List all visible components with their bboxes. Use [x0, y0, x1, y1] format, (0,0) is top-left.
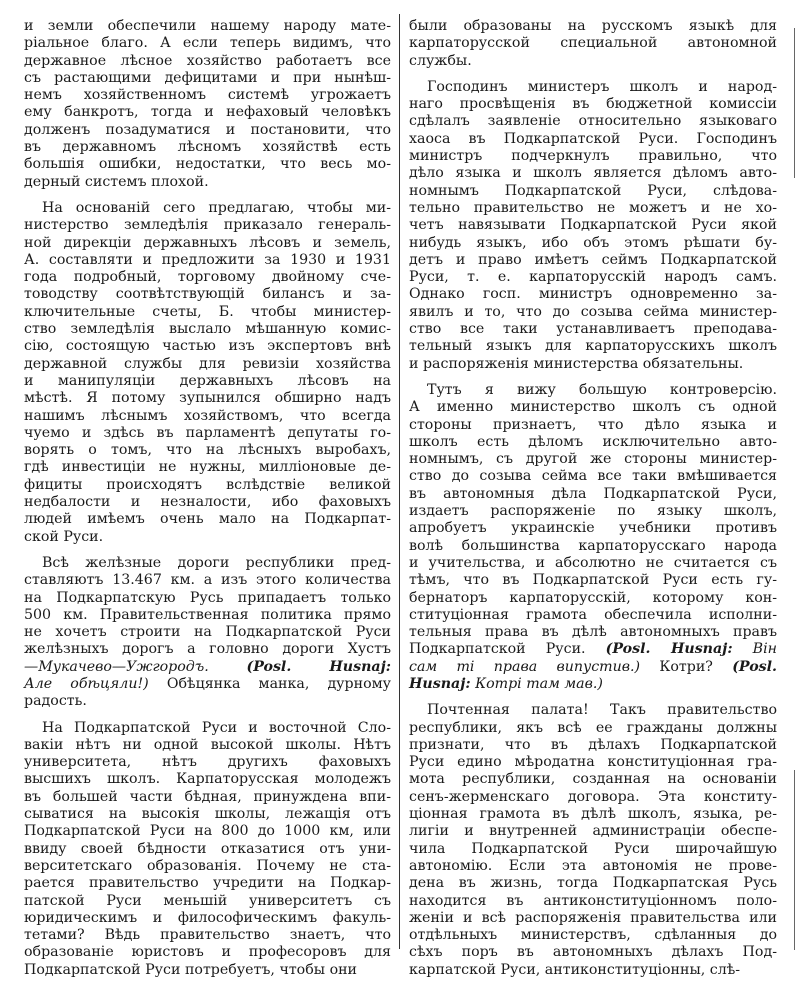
text-line	[409, 875, 777, 892]
text-line	[24, 841, 391, 858]
line-text: сдѣлалъ заявленіе относительно языковаго	[409, 113, 777, 130]
line-text: мѣстѣ. Я потому зупынился обширно надъ	[24, 390, 391, 407]
text-line	[409, 183, 777, 200]
line-text: мота республики, созданная на основаніи	[409, 771, 777, 788]
line-text: Почтенная палата! Такъ правительство	[427, 702, 777, 719]
text-line	[24, 789, 391, 806]
line-text: тѣмъ, что въ Подкарпатской Руси есть гу-	[409, 572, 777, 589]
text-line	[409, 217, 777, 234]
text-line	[24, 806, 391, 823]
text-line	[409, 269, 777, 286]
line-text: ему банкротъ, тогда и нефаховый человѣкъ	[24, 104, 391, 121]
paragraph	[409, 79, 777, 373]
text-line	[409, 927, 777, 944]
line-text: карпаторусской специальной автономной	[409, 35, 777, 52]
line-text: ріальное благо. А если теперь видимъ, что	[24, 35, 391, 52]
text-line	[24, 252, 391, 269]
interjection-text: (Posl. Husnaj:	[246, 658, 391, 675]
line-text: детъ и право имѣетъ сеймъ Подкарпатской	[409, 251, 777, 268]
text-line	[409, 555, 777, 572]
text-line	[409, 676, 777, 693]
text-line	[24, 720, 391, 737]
line-text: державной службы для ревизіи хозяйства	[24, 355, 391, 372]
line-text: нистерство земледѣлія приказало генераль-	[24, 217, 391, 234]
interjection-text: Husnaj:	[409, 675, 471, 692]
text-line	[24, 477, 391, 494]
line-text: издаетъ распоряженіе по языку школъ,	[409, 503, 777, 520]
interjection-text: (Posl.	[732, 658, 777, 675]
text-line	[24, 390, 391, 407]
page-edge-mark	[794, 770, 795, 950]
line-text: апробуетъ украинскіе учебники противъ	[409, 520, 777, 537]
line-text: отдѣльныхъ министерствъ, сдѣланныя до	[409, 927, 777, 944]
interjection-text: (Posl. Husnaj:	[605, 641, 733, 658]
text-line	[24, 693, 391, 710]
line-text: четъ навязывати Подкарпатской Руси якой	[409, 217, 777, 234]
text-line	[409, 382, 777, 399]
page-edge-mark	[794, 28, 795, 178]
text-line	[409, 165, 777, 182]
line-text: хаоса въ Подкарпатской Руси. Господинъ	[409, 130, 777, 147]
line-text: министръ подчеркнулъ правильно, что	[409, 148, 777, 165]
text-line	[409, 304, 777, 321]
interjection-text: сам ті права випустив.)	[409, 658, 641, 675]
line-text: образованіе юристовъ и професоровъ для	[24, 944, 391, 961]
text-line	[409, 624, 777, 641]
line-text: немъ хозяйственномъ системѣ угрожаетъ	[24, 87, 391, 104]
line-text: юридическимъ и философическимъ факуль-	[24, 909, 391, 926]
line-text: А именно министерство школъ съ одной	[409, 399, 777, 416]
text-line	[24, 174, 391, 191]
line-text: ституціонная грамота обеспечила исполни-	[409, 606, 777, 623]
text-line	[24, 607, 391, 624]
text-line	[409, 148, 777, 165]
line-text: находится въ антиконституціонномъ поло-	[409, 892, 777, 909]
text-line	[409, 771, 777, 788]
line-text: сію, состоящую частью изъ экспертовъ внѣ	[24, 338, 391, 355]
line-text: гдѣ инвестиціи не нужны, милліоновые де-	[24, 459, 391, 476]
text-line	[24, 754, 391, 771]
line-text: Котри?	[640, 658, 733, 675]
line-text: На основаній сего предлагаю, чтобы ми-	[42, 199, 391, 216]
line-text: державное лѣсное хозяйство работаетъ все	[24, 52, 391, 69]
line-text: нибудь языкъ, ибо объ этомъ рѣшати бу-	[409, 234, 777, 251]
line-text: тетами? Вѣдь правительство знаетъ, что	[24, 927, 391, 944]
text-line	[24, 494, 391, 511]
line-text: сыватися на высокія школы, лежащія отъ	[24, 806, 391, 823]
line-text: лигіи и внутренней администраціи обеспе-	[409, 823, 777, 840]
text-line	[409, 252, 777, 269]
text-line	[24, 442, 391, 459]
text-line	[24, 408, 391, 425]
line-text: карпатской Руси, антиконституціонны, слѣ-	[409, 961, 741, 978]
text-line	[24, 269, 391, 286]
text-line	[409, 486, 777, 503]
line-text: бернаторъ карпаторусскій, которому кон-	[409, 589, 777, 606]
line-text: сѣхъ поръ въ автономныхъ дѣлахъ Под-	[409, 944, 777, 961]
line-text: А. составляти и предложити за 1930 и 1931	[24, 251, 391, 268]
line-text: радость.	[24, 693, 87, 710]
line-text: сенъ-жерменскаго договора. Эта конститу-	[409, 788, 777, 805]
text-line	[409, 434, 777, 451]
line-text: Однако госп. министръ одновременно за-	[409, 286, 777, 303]
text-line	[24, 425, 391, 442]
text-line	[409, 806, 777, 823]
text-line	[24, 590, 391, 607]
text-line	[409, 962, 777, 979]
text-line	[409, 53, 777, 70]
line-text: номнымъ, съ другой же стороны министер-	[409, 451, 777, 468]
line-text: товодству соотвѣтствующій билансъ и за-	[24, 286, 391, 303]
line-text: нашимъ лѣснымъ хозяйствомъ, что всегда	[24, 407, 391, 424]
line-text: ство земледѣлія выслало мѣшанную комис-	[24, 321, 391, 338]
line-text: большія ошибки, недостатки, что весь мо-	[24, 156, 391, 173]
text-line	[409, 417, 777, 434]
line-text: ной дирекціи державныхъ лѣсовъ и земель,	[24, 234, 391, 251]
line-text: тельно правительство не можетъ и не хо-	[409, 199, 777, 216]
interjection-text: Але обѣцяли!)	[24, 675, 149, 692]
text-line	[24, 217, 391, 234]
text-line	[409, 338, 777, 355]
paragraph	[409, 702, 777, 979]
text-line	[409, 841, 777, 858]
line-text: ставляютъ 13.467 км. а изъ этого количества	[24, 572, 391, 589]
text-line	[24, 70, 391, 87]
line-text: высшихъ школъ. Карпаторусская молодежъ	[24, 771, 391, 788]
text-line	[409, 520, 777, 537]
line-text: На Подкарпатской Руси и восточной Сло-	[42, 719, 391, 736]
line-text: и земли обеспечили нашему народу мате-	[24, 18, 391, 34]
line-text: были образованы на русскомъ языкѣ для	[409, 18, 777, 34]
text-line	[409, 789, 777, 806]
text-line	[409, 503, 777, 520]
line-text: недбалости и незналости, ибо фаховыхъ	[24, 494, 391, 511]
text-line	[24, 35, 391, 52]
line-text: стороны признаетъ, что дѣло языка и	[409, 416, 777, 433]
line-text: ключительные счеты, Б. чтобы министер-	[24, 303, 391, 320]
text-line	[409, 538, 777, 555]
line-text: Всѣ желѣзные дороги республики пред-	[42, 554, 391, 571]
text-line	[24, 321, 391, 338]
text-line	[409, 18, 777, 35]
right-column	[409, 18, 777, 988]
line-text: наго просвѣщенія въ бюджетной комиссіи	[409, 96, 777, 113]
text-line	[24, 529, 391, 546]
line-text: чила Подкарпатской Руси широчайшую	[409, 840, 777, 857]
text-line	[409, 737, 777, 754]
line-text: верситетскаго образованія. Почему не ста-	[24, 857, 391, 874]
line-text: Обѣцянка манка, дурному	[148, 675, 391, 692]
line-text: признати, что въ дѣлахъ Подкарпатской	[409, 736, 777, 753]
text-line	[24, 286, 391, 303]
paragraph	[24, 555, 391, 711]
line-text: дѣло языка и школъ является дѣломъ авто-	[409, 165, 777, 182]
text-line	[24, 858, 391, 875]
text-line	[24, 624, 391, 641]
line-text: вакіи нѣтъ ни одной высокой школы. Нѣтъ	[24, 736, 391, 753]
text-line	[409, 823, 777, 840]
text-line	[24, 737, 391, 754]
line-text: людей имѣемъ очень мало на Подкарпат-	[24, 511, 391, 528]
line-text: фициты происходятъ вслѣдствіе великой	[24, 476, 391, 493]
line-text: ство до созыва сейма все таки вмѣшивается	[409, 468, 777, 485]
text-line	[409, 858, 777, 875]
text-line	[409, 451, 777, 468]
line-text: волѣ большинства карпаторусскаго народа	[409, 537, 777, 554]
text-line	[409, 286, 777, 303]
line-text: рается правительство учредити на Подкар-	[24, 875, 391, 892]
text-line	[24, 659, 391, 676]
text-line	[409, 659, 777, 676]
line-text: въ автономныя дѣла Подкарпатской Руси,	[409, 485, 777, 502]
text-line	[24, 356, 391, 373]
line-text: и учительства, и абсолютно не считается съ	[409, 554, 777, 571]
text-line	[24, 572, 391, 589]
line-text: и распоряженія министерства обязательны.	[409, 355, 744, 372]
text-line	[24, 156, 391, 173]
line-text: ство все таки устанавливаетъ преподава-	[409, 321, 777, 338]
line-text: тельный языкъ для карпаторусскихъ школъ	[409, 338, 777, 355]
text-line	[409, 399, 777, 416]
line-text: долженъ позадуматися и постановити, что	[24, 121, 391, 138]
text-line	[409, 590, 777, 607]
line-text: службы.	[409, 52, 472, 69]
line-text: Подкарпатской Руси.	[409, 641, 606, 658]
line-text: Руси едино мѣродатна конституціонная гра-	[409, 754, 777, 771]
text-line	[409, 131, 777, 148]
line-text: въ большей части бѣдная, принуждена впи-	[24, 788, 391, 805]
text-line	[24, 87, 391, 104]
paragraph	[24, 200, 391, 546]
line-text: дена въ жизнь, тогда Подкарпатская Русь	[409, 875, 777, 892]
line-text: ціонная грамота въ дѣлѣ школъ, языка, ре-	[409, 806, 777, 823]
text-line	[409, 720, 777, 737]
text-line	[409, 200, 777, 217]
text-line	[409, 641, 777, 658]
line-text: женіи и всѣ распоряженія правительства или	[409, 909, 777, 926]
line-text: 500 км. Правительственная политика прямо	[24, 606, 391, 623]
line-text: года подробный, торговому двойному сче-	[24, 269, 391, 286]
text-line	[24, 338, 391, 355]
line-text: патской Руси меньшій университетъ съ	[24, 892, 391, 909]
interjection-text: Він	[732, 641, 777, 658]
text-line	[409, 468, 777, 485]
text-line	[24, 962, 391, 979]
text-line	[24, 122, 391, 139]
paragraph	[24, 18, 391, 191]
line-text: ворять о томъ, что на лѣсныхъ выробахъ,	[24, 442, 391, 459]
text-line	[24, 910, 391, 927]
text-line	[24, 641, 391, 658]
text-line	[24, 139, 391, 156]
text-line	[24, 18, 391, 35]
left-column	[24, 18, 391, 988]
line-text: Тутъ я вижу большую контроверсію.	[427, 381, 777, 398]
line-text: Господинъ министеръ школъ и народ-	[427, 78, 777, 95]
text-line	[24, 53, 391, 70]
paragraph	[409, 382, 777, 693]
line-text: дерный системъ плохой.	[24, 173, 209, 190]
line-text: автономію. Если эта автономія не прове-	[409, 857, 777, 874]
text-line	[409, 572, 777, 589]
line-text: чуемо и здѣсь въ парламентѣ депутаты го-	[24, 424, 391, 441]
text-line	[24, 200, 391, 217]
line-text: Подкарпатской Руси потребуетъ, чтобы они	[24, 961, 358, 978]
text-line	[24, 944, 391, 961]
text-line	[409, 356, 777, 373]
text-line	[409, 944, 777, 961]
line-text: Подкарпатской Руси на 800 до 1000 км, или	[24, 823, 391, 840]
line-text: университета, нѣтъ другихъ фаховыхъ	[24, 754, 391, 771]
line-text: и манипуляціи державныхъ лѣсовъ на	[24, 372, 391, 389]
line-text: ской Руси.	[24, 528, 104, 545]
text-line	[24, 893, 391, 910]
line-text: номнымъ Подкарпатской Руси, слѣдова-	[409, 182, 777, 199]
text-line	[24, 373, 391, 390]
text-line	[409, 35, 777, 52]
text-line	[409, 79, 777, 96]
text-line	[409, 96, 777, 113]
text-line	[409, 910, 777, 927]
text-line	[409, 607, 777, 624]
text-line	[409, 235, 777, 252]
text-line	[24, 235, 391, 252]
text-line	[24, 459, 391, 476]
text-line	[409, 321, 777, 338]
interjection-text: —Мукачево—Ужгородъ.	[24, 658, 247, 675]
text-line	[24, 875, 391, 892]
text-line	[409, 893, 777, 910]
text-line	[24, 304, 391, 321]
text-line	[409, 754, 777, 771]
line-text: школъ есть дѣломъ исключительно авто-	[409, 433, 777, 450]
text-line	[24, 676, 391, 693]
line-text: желѣзныхъ дорогъ а головно дороги Хустъ	[24, 641, 391, 658]
line-text: на Подкарпатскую Русь припадаетъ только	[24, 589, 391, 606]
text-line	[24, 823, 391, 840]
line-text: не хочетъ строити на Подкарпатской Руси	[24, 624, 391, 641]
paragraph	[24, 720, 391, 979]
text-line	[24, 104, 391, 121]
text-line	[24, 927, 391, 944]
text-line	[24, 555, 391, 572]
text-line	[409, 702, 777, 719]
line-text: съ растающими дефицитами и при нынѣш-	[24, 69, 391, 86]
line-text: тельныя права въ дѣлѣ автономныхъ правъ	[409, 624, 777, 641]
line-text: ввиду своей бѣдности отказатися отъ уни-	[24, 840, 391, 857]
line-text: явилъ и то, что до созыва сейма министер-	[409, 303, 777, 320]
column-divider	[399, 14, 400, 949]
text-line	[24, 511, 391, 528]
line-text: Руси, т. е. карпаторусскій народъ самъ.	[409, 269, 777, 286]
interjection-text: Котрі там мав.)	[470, 675, 603, 692]
text-line	[409, 113, 777, 130]
line-text: республики, якъ всѣ ее гражданы должны	[409, 719, 777, 736]
text-line	[24, 771, 391, 788]
line-text: въ державномъ лѣсномъ хозяйствѣ есть	[24, 139, 391, 156]
paragraph	[409, 18, 777, 70]
